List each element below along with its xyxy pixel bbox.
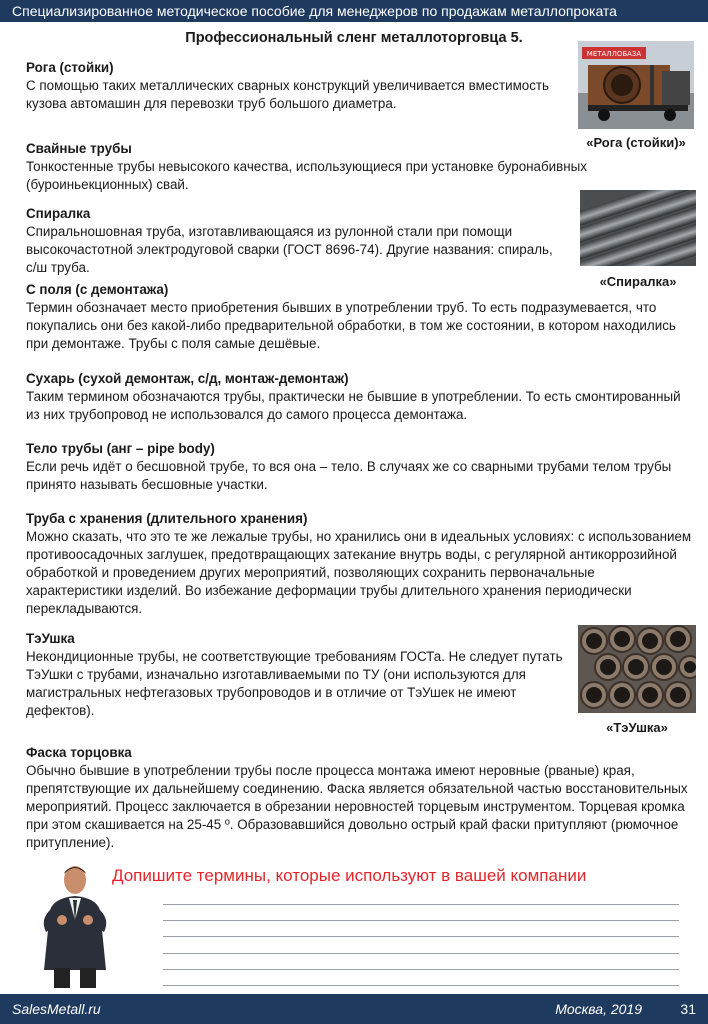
term-description: Спиральношовная труба, изготавливающаяся из рулонной стали при помощи высокочастотной электродуговой сварки (ГОСТ 8696-74). Другие названия: спираль, с/ш труба. [26, 224, 553, 275]
term-faska-tortsovka [26, 744, 696, 852]
term-description: Тонкостенные трубы невысокого качества, использующиеся при установке буронабивных (буроиньекционных) свай. [26, 159, 587, 192]
term-s-polya [26, 281, 690, 353]
term-heading: ТэУшка [26, 631, 75, 646]
term-spiralka [26, 205, 556, 277]
footer-site: SalesMetall.ru [12, 1001, 101, 1017]
term-description: Если речь идёт о бесшовной трубе, то вся она – тело. В случаях же со сварными трубами телом трубы принято называть бесшовные участки. [26, 459, 672, 492]
term-description: Таким термином обозначаются трубы, практически не бывшие в употреблении. То есть смонтированный из них трубопровод не использовался до самого процесса демонтажа. [26, 389, 681, 422]
metallobaza-sign: МЕТАЛЛОБАЗА [586, 50, 642, 58]
term-description: Термин обозначает место приобретения бывших в употреблении труб. То есть подразумевается, что покупались они без какой-либо предварительной обработки, в том же состоянии, в котором находились при демонтаже. Трубы с поля самые дешёвые. [26, 300, 676, 351]
header-text: Специализированное методическое пособие для менеджеров по продажам металлопроката [12, 3, 617, 19]
page-header [0, 0, 708, 22]
term-sukhar [26, 370, 692, 424]
teushka-photo [578, 625, 696, 713]
write-line[interactable] [163, 920, 679, 921]
term-heading: Рога (стойки) [26, 60, 114, 75]
page-number: 31 [680, 1001, 696, 1017]
presenter-illustration [36, 860, 114, 988]
write-line[interactable] [163, 953, 679, 954]
footer-city: Москва, 2019 [555, 1001, 642, 1017]
term-heading: С поля (с демонтажа) [26, 282, 169, 297]
write-line[interactable] [163, 936, 679, 937]
term-teushka [26, 630, 566, 720]
term-telo-truby [26, 440, 692, 494]
page-title: Профессиональный сленг металлоторговца 5. [185, 30, 523, 46]
term-heading: Фаска торцовка [26, 745, 132, 760]
term-description: Некондиционные трубы, не соответствующие требованиям ГОСТа. Не следует путать ТэУшки с трубами, изначально изготавливаемыми по ТУ (они используются для магистральных нефтегазовых трубопроводов и в отличие от ТэУшек не имеют дефектов). [26, 649, 563, 718]
write-line[interactable] [163, 969, 679, 970]
term-description: С помощью таких металлических сварных конструкций увеличивается вместимость кузова автомашин для перевозки труб большого диаметра. [26, 78, 550, 111]
term-heading: Труба с хранения (длительного хранения) [26, 511, 308, 526]
write-line[interactable] [163, 985, 679, 986]
write-line[interactable] [163, 904, 679, 905]
term-heading: Сухарь (сухой демонтаж, с/д, монтаж-демонтаж) [26, 371, 349, 386]
teushka-caption: «ТэУшка» [606, 720, 668, 735]
page-footer [0, 994, 708, 1024]
roga-photo [578, 41, 694, 129]
spiralka-caption: «Спиралка» [599, 274, 677, 289]
fill-in-prompt: Допишите термины, которые используют в вашей компании [112, 866, 587, 885]
term-heading: Спиралка [26, 206, 91, 221]
spiralka-photo [580, 190, 696, 266]
term-heading: Тело трубы (анг – pipe body) [26, 441, 215, 456]
term-description: Обычно бывшие в употреблении трубы после процесса монтажа имеют неровные (рваные) края, препятствующие их дальнейшему соединению. Фаска является обязательной частью восстановительных мероприятий. Процесс заключается в обрезании неровностей торцевым инструментом. Торцевая кромка при этом скашивается на 25-45 º. Образовавшийся довольно острый край фаски притупляют (рюмочное притупление). [26, 763, 688, 850]
roga-caption: «Рога (стойки)» [586, 135, 686, 150]
term-truba-s-khraneniya [26, 510, 692, 618]
term-heading: Свайные трубы [26, 141, 132, 156]
term-description: Можно сказать, что это те же лежалые трубы, но хранились они в идеальных условиях: с использованием противоосадочных заглушек, предотвращающих затекание внутрь воды, с регулярной антикоррозийной обработкой и проведением других мероприятий, позволяющих сохранить первоначальные характеристики изделий. Во избежание деформации трубы длительного хранения периодически перекладываются. [26, 529, 692, 616]
term-roga [26, 59, 574, 113]
